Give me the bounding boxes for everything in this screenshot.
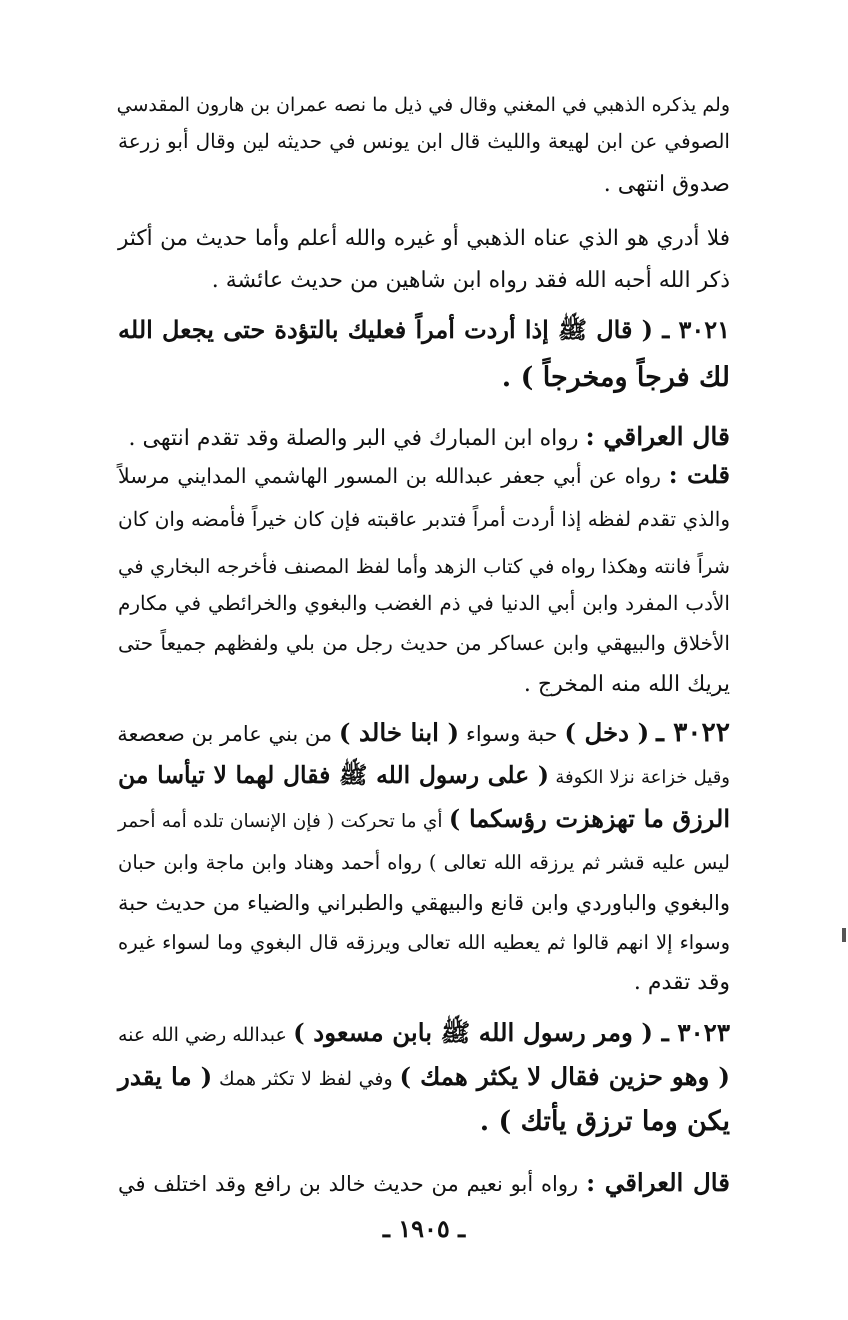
text-segment: حبة وسواء xyxy=(465,722,558,746)
hadith-heading-3021: لك فرجاً ومخرجاً ) . xyxy=(501,362,730,393)
text-line: الأخلاق والبيهقي وابن عساكر من حديث رجل من بلي ولفظهم جميعاً حتى xyxy=(118,631,730,655)
margin-mark xyxy=(842,928,846,942)
bold-segment: ( وهو حزين فقال لا يكثر همك ) xyxy=(399,1062,730,1091)
text-line: وقد تقدم . xyxy=(633,970,730,995)
bold-segment: ( دخل ) xyxy=(564,718,650,747)
text-segment: وفي لفظ لا تكثر همك xyxy=(218,1068,393,1090)
text-line: الأدب المفرد وابن أبي الدنيا في ذم الغضب والبغوي والخرائطي في مكارم xyxy=(118,591,730,615)
iraqi-commentary xyxy=(118,422,730,454)
text-line: والذي تقدم لفظه إذا أردت أمراً فتدبر عاقبته فإن كان خيراً فأمضه وان كان xyxy=(118,507,730,531)
text-line: ليس عليه قشر ثم يرزقه الله تعالى ) رواه أحمد وهناد وابن ماجة وابن حبان xyxy=(118,851,730,874)
text-segment: أي ما تحركت ( فإن الإنسان تلده أمه أحمر xyxy=(118,811,443,832)
qultu-label: قلت : xyxy=(668,460,730,489)
text-line xyxy=(118,804,730,837)
iraqi-text: رواه ابن المبارك في البر والصلة وقد تقدم انتهى . xyxy=(128,426,579,451)
page-number: ـ ١٩٠٥ ـ xyxy=(382,1214,466,1243)
bold-segment: الرزق ما تهزهزت رؤسكما ) xyxy=(448,804,730,833)
text-line: صدوق انتهى . xyxy=(603,172,730,197)
hadith-number: ٣٠٢٢ ـ xyxy=(656,717,730,748)
text-segment: وقيل خزاعة نزلا الكوفة xyxy=(555,767,730,788)
text-line: ذكر الله أحبه الله فقد رواه ابن شاهين من حديث عائشة . xyxy=(211,268,730,293)
text-segment: من بني عامر بن صعصعة xyxy=(117,722,333,746)
text-segment: عبدالله رضي الله عنه xyxy=(118,1024,287,1046)
bold-segment: ( ابنا خالد ) xyxy=(338,718,460,747)
hadith-heading-3021: ٣٠٢١ ـ ( قال ﷺ إذا أردت أمراً فعليك بالتؤدة حتى يجعل الله xyxy=(118,315,730,344)
hadith-heading-3022 xyxy=(118,718,730,750)
iraqi-commentary xyxy=(118,1168,730,1200)
hadith-heading-3023 xyxy=(118,1018,730,1050)
text-line: فلا أدري هو الذي عناه الذهبي أو غيره والله أعلم وأما حديث من أكثر xyxy=(118,226,730,251)
text-line: يريك الله منه المخرج . xyxy=(523,672,730,697)
text-line: وسواء إلا انهم قالوا ثم يعطيه الله تعالى ويرزقه قال البغوي وما لسواء غيره xyxy=(118,931,730,954)
iraqi-label: قال العراقي : xyxy=(585,422,730,451)
text-line: شراً فانته وهكذا رواه في كتاب الزهد وأما لفظ المصنف فأخرجه البخاري في xyxy=(118,555,730,578)
text-line: والبغوي والباوردي وابن قانع والبيهقي والطبراني والضياء من حديث حبة xyxy=(118,891,730,915)
iraqi-label: قال العراقي : xyxy=(586,1168,730,1197)
iraqi-text: رواه أبو نعيم من حديث خالد بن رافع وقد اختلف في xyxy=(118,1172,579,1196)
qultu-commentary xyxy=(118,460,730,491)
bold-segment: ٣٠٢٣ ـ ( ومر رسول الله ﷺ بابن مسعود ) xyxy=(293,1018,730,1047)
text-line xyxy=(118,1062,730,1094)
text-line xyxy=(118,760,730,793)
bold-segment: ( على رسول الله ﷺ فقال لهما لا تيأسا من xyxy=(118,761,549,789)
bold-segment: ( ما يقدر xyxy=(118,1062,213,1091)
text-line: رواه عن أبي جعفر عبدالله بن المسور الهاشمي المدايني مرسلاً xyxy=(118,464,661,488)
text-line: الصوفي عن ابن لهيعة والليث قال ابن يونس في حديثه لين وقال أبو زرعة xyxy=(118,129,730,153)
text-line: ولم يذكره الذهبي في المغني وقال في ذيل ما نصه عمران بن هارون المقدسي xyxy=(116,94,730,116)
text-line: يكن وما ترزق يأتك ) . xyxy=(479,1106,730,1137)
